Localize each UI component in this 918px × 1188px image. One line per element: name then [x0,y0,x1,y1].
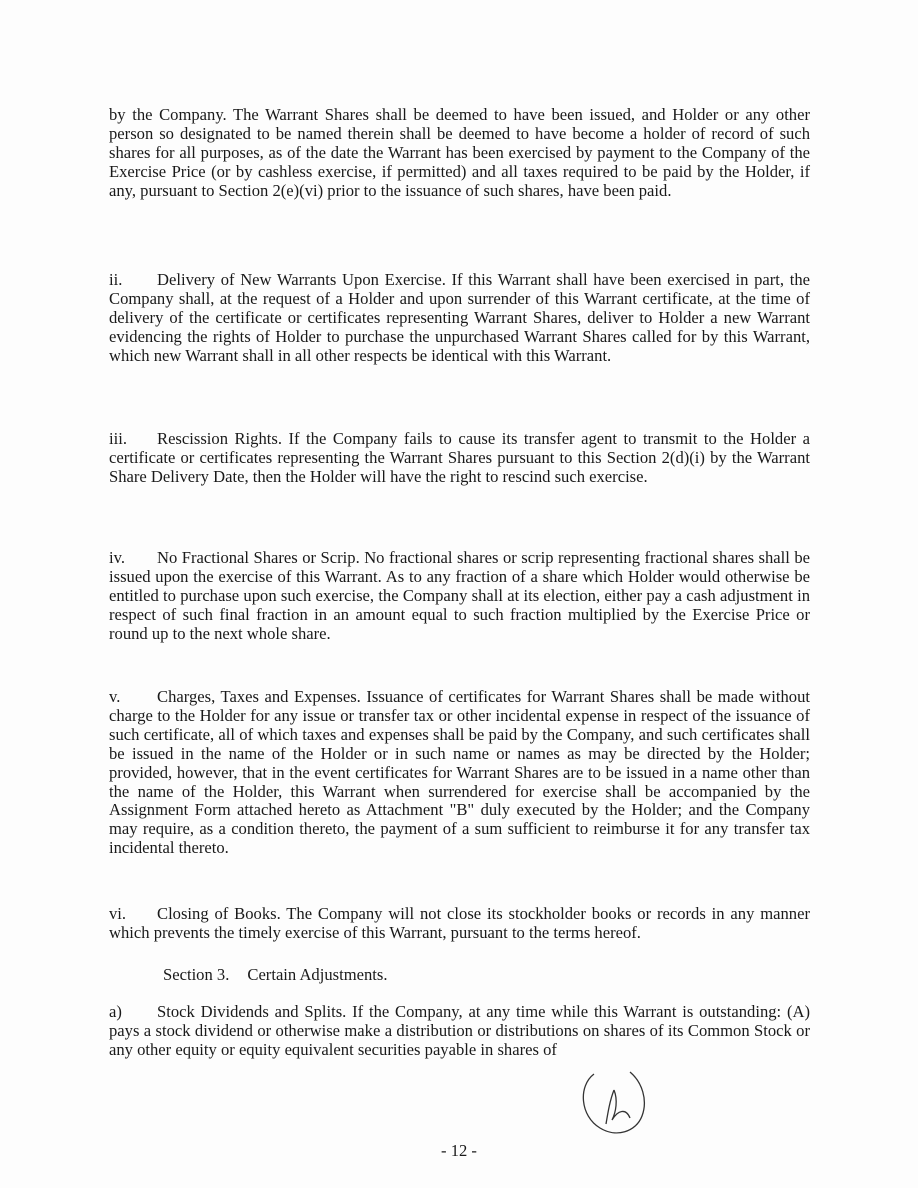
section-title: Certain Adjustments. [247,965,388,984]
item-text: Stock Dividends and Splits. If the Company, at any time while this Warrant is outstanding: (A) pays a stock dividend or otherwise make a distribution or distributions on shares of its Common Stock or any other equity or equity equivalent securities payable in shares of [109,1002,810,1059]
item-text: Rescission Rights. If the Company fails to cause its transfer agent to transmit to the Holder a certificate or certificates representing the Warrant Shares pursuant to this Section 2(d)(i) by the Warrant Share Delivery Date, then the Holder will have the right to rescind such exercise. [109,429,810,486]
paragraph-ii [109,271,810,366]
paragraph-vi [109,905,810,943]
item-number: v. [109,687,121,706]
item-number: vi. [109,904,127,923]
item-text: Delivery of New Warrants Upon Exercise. If this Warrant shall have been exercised in part, the Company shall, at the request of a Holder and upon surrender of this Warrant certificate, at the time of delivery of the certificate or certificates representing Warrant Shares, deliver to Holder a new Warrant evidencing the rights of Holder to purchase the unpurchased Warrant Shares called for by this Warrant, which new Warrant shall in all other respects be identical with this Warrant. [109,270,810,365]
paragraph-continuation: by the Company. The Warrant Shares shall be deemed to have been issued, and Holder or any other person so designated to be named therein shall be deemed to have become a holder of record of such shares for all purposes, as of the date the Warrant has been exercised by payment to the Company of the Exercise Price (or by cashless exercise, if permitted) and all taxes required to be paid by the Holder, if any, pursuant to Section 2(e)(vi) prior to the issuance of such shares, have been paid. [109,105,810,200]
paragraph-iv [109,549,810,644]
handwritten-initials-icon [572,1060,652,1142]
item-text: No Fractional Shares or Scrip. No fractional shares or scrip representing fractional shares shall be issued upon the exercise of this Warrant. As to any fraction of a share which Holder would otherwise be entitled to purchase upon such exercise, the Company shall at its election, either pay a cash adjustment in respect of such final fraction in an amount equal to such fraction multiplied by the Exercise Price or round up to the next whole share. [109,548,810,643]
section-label: Section 3. [163,965,230,984]
paragraph-a [109,1003,810,1060]
item-number: a) [109,1002,122,1021]
item-number: iii. [109,429,127,448]
item-text: Charges, Taxes and Expenses. Issuance of certificates for Warrant Shares shall be made without charge to the Holder for any issue or transfer tax or other incidental expense in respect of the issuance of such certificate, all of which taxes and expenses shall be paid by the Company, and such certificates shall be issued in the name of the Holder or in such name or names as may be directed by the Holder; provided, however, that in the event certificates for Warrant Shares are to be issued in a name other than the name of the Holder, this Warrant when surrendered for exercise shall be accompanied by the Assignment Form attached hereto as Attachment "B" duly executed by the Holder; and the Company may require, as a condition thereto, the payment of a sum sufficient to reimburse it for any transfer tax incidental thereto. [109,687,810,858]
page-number: - 12 - [441,1141,477,1160]
paragraph-iii [109,430,810,487]
item-number: ii. [109,270,123,289]
item-text: Closing of Books. The Company will not close its stockholder books or records in any manner which prevents the timely exercise of this Warrant, pursuant to the terms hereof. [109,904,810,942]
paragraph-v [109,688,810,858]
section-heading [163,965,388,984]
item-number: iv. [109,548,125,567]
